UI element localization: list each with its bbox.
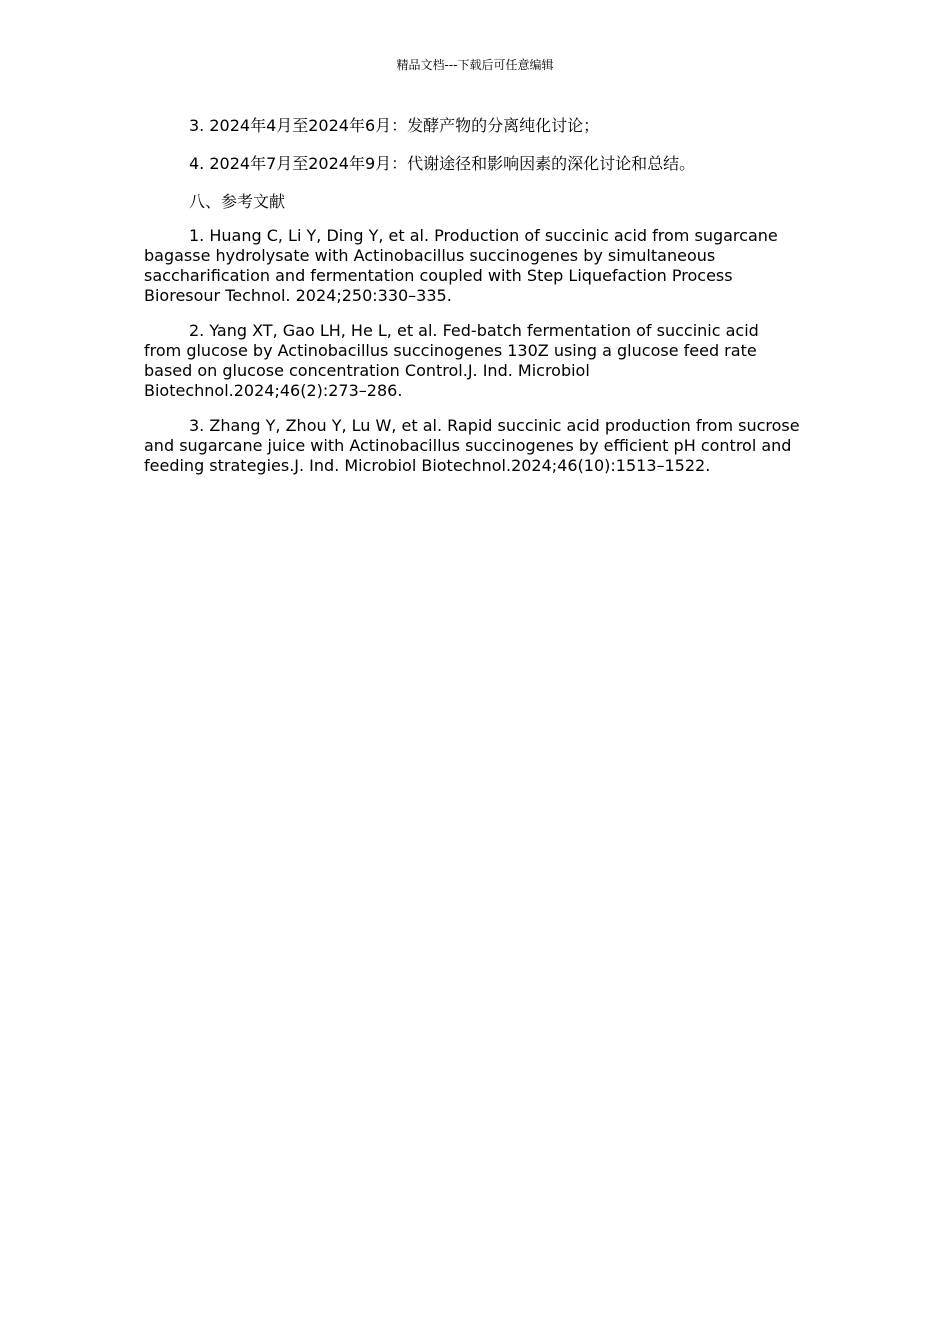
page-header: 精品文档---下载后可任意编辑: [396, 58, 554, 72]
schedule-item-4: 4. 2024年7月至2024年9月：代谢途径和影响因素的深化讨论和总结。: [189, 154, 696, 173]
references-heading: 八、参考文献: [189, 192, 286, 211]
reference-item-2: 2. Yang XT, Gao LH, He L, et al. Fed-batch fermentation of succinic acid from glucose by Actinobacillus succinogenes 130Z using a glucose feed rate based on glucose concentration Control.J. Ind. Microbiol Biotechnol.2024;46(2):273–286.: [144, 321, 759, 400]
document-body: [144, 116, 800, 491]
schedule-item-3: 3. 2024年4月至2024年6月：发酵产物的分离纯化讨论；: [189, 116, 600, 135]
reference-item-1: 1. Huang C, Li Y, Ding Y, et al. Production of succinic acid from sugarcane bagasse hydrolysate with Actinobacillus succinogenes by simultaneous saccharification and fermentation coupled with Step Liquefaction Process Bioresour Technol. 2024;250:330–335.: [144, 226, 778, 305]
reference-item-3: 3. Zhang Y, Zhou Y, Lu W, et al. Rapid succinic acid production from sucrose and sugarcane juice with Actinobacillus succinogenes by efficient pH control and feeding strategies.J. Ind. Microbiol Biotechnol.2024;46(10):1513–1522.: [144, 416, 800, 475]
